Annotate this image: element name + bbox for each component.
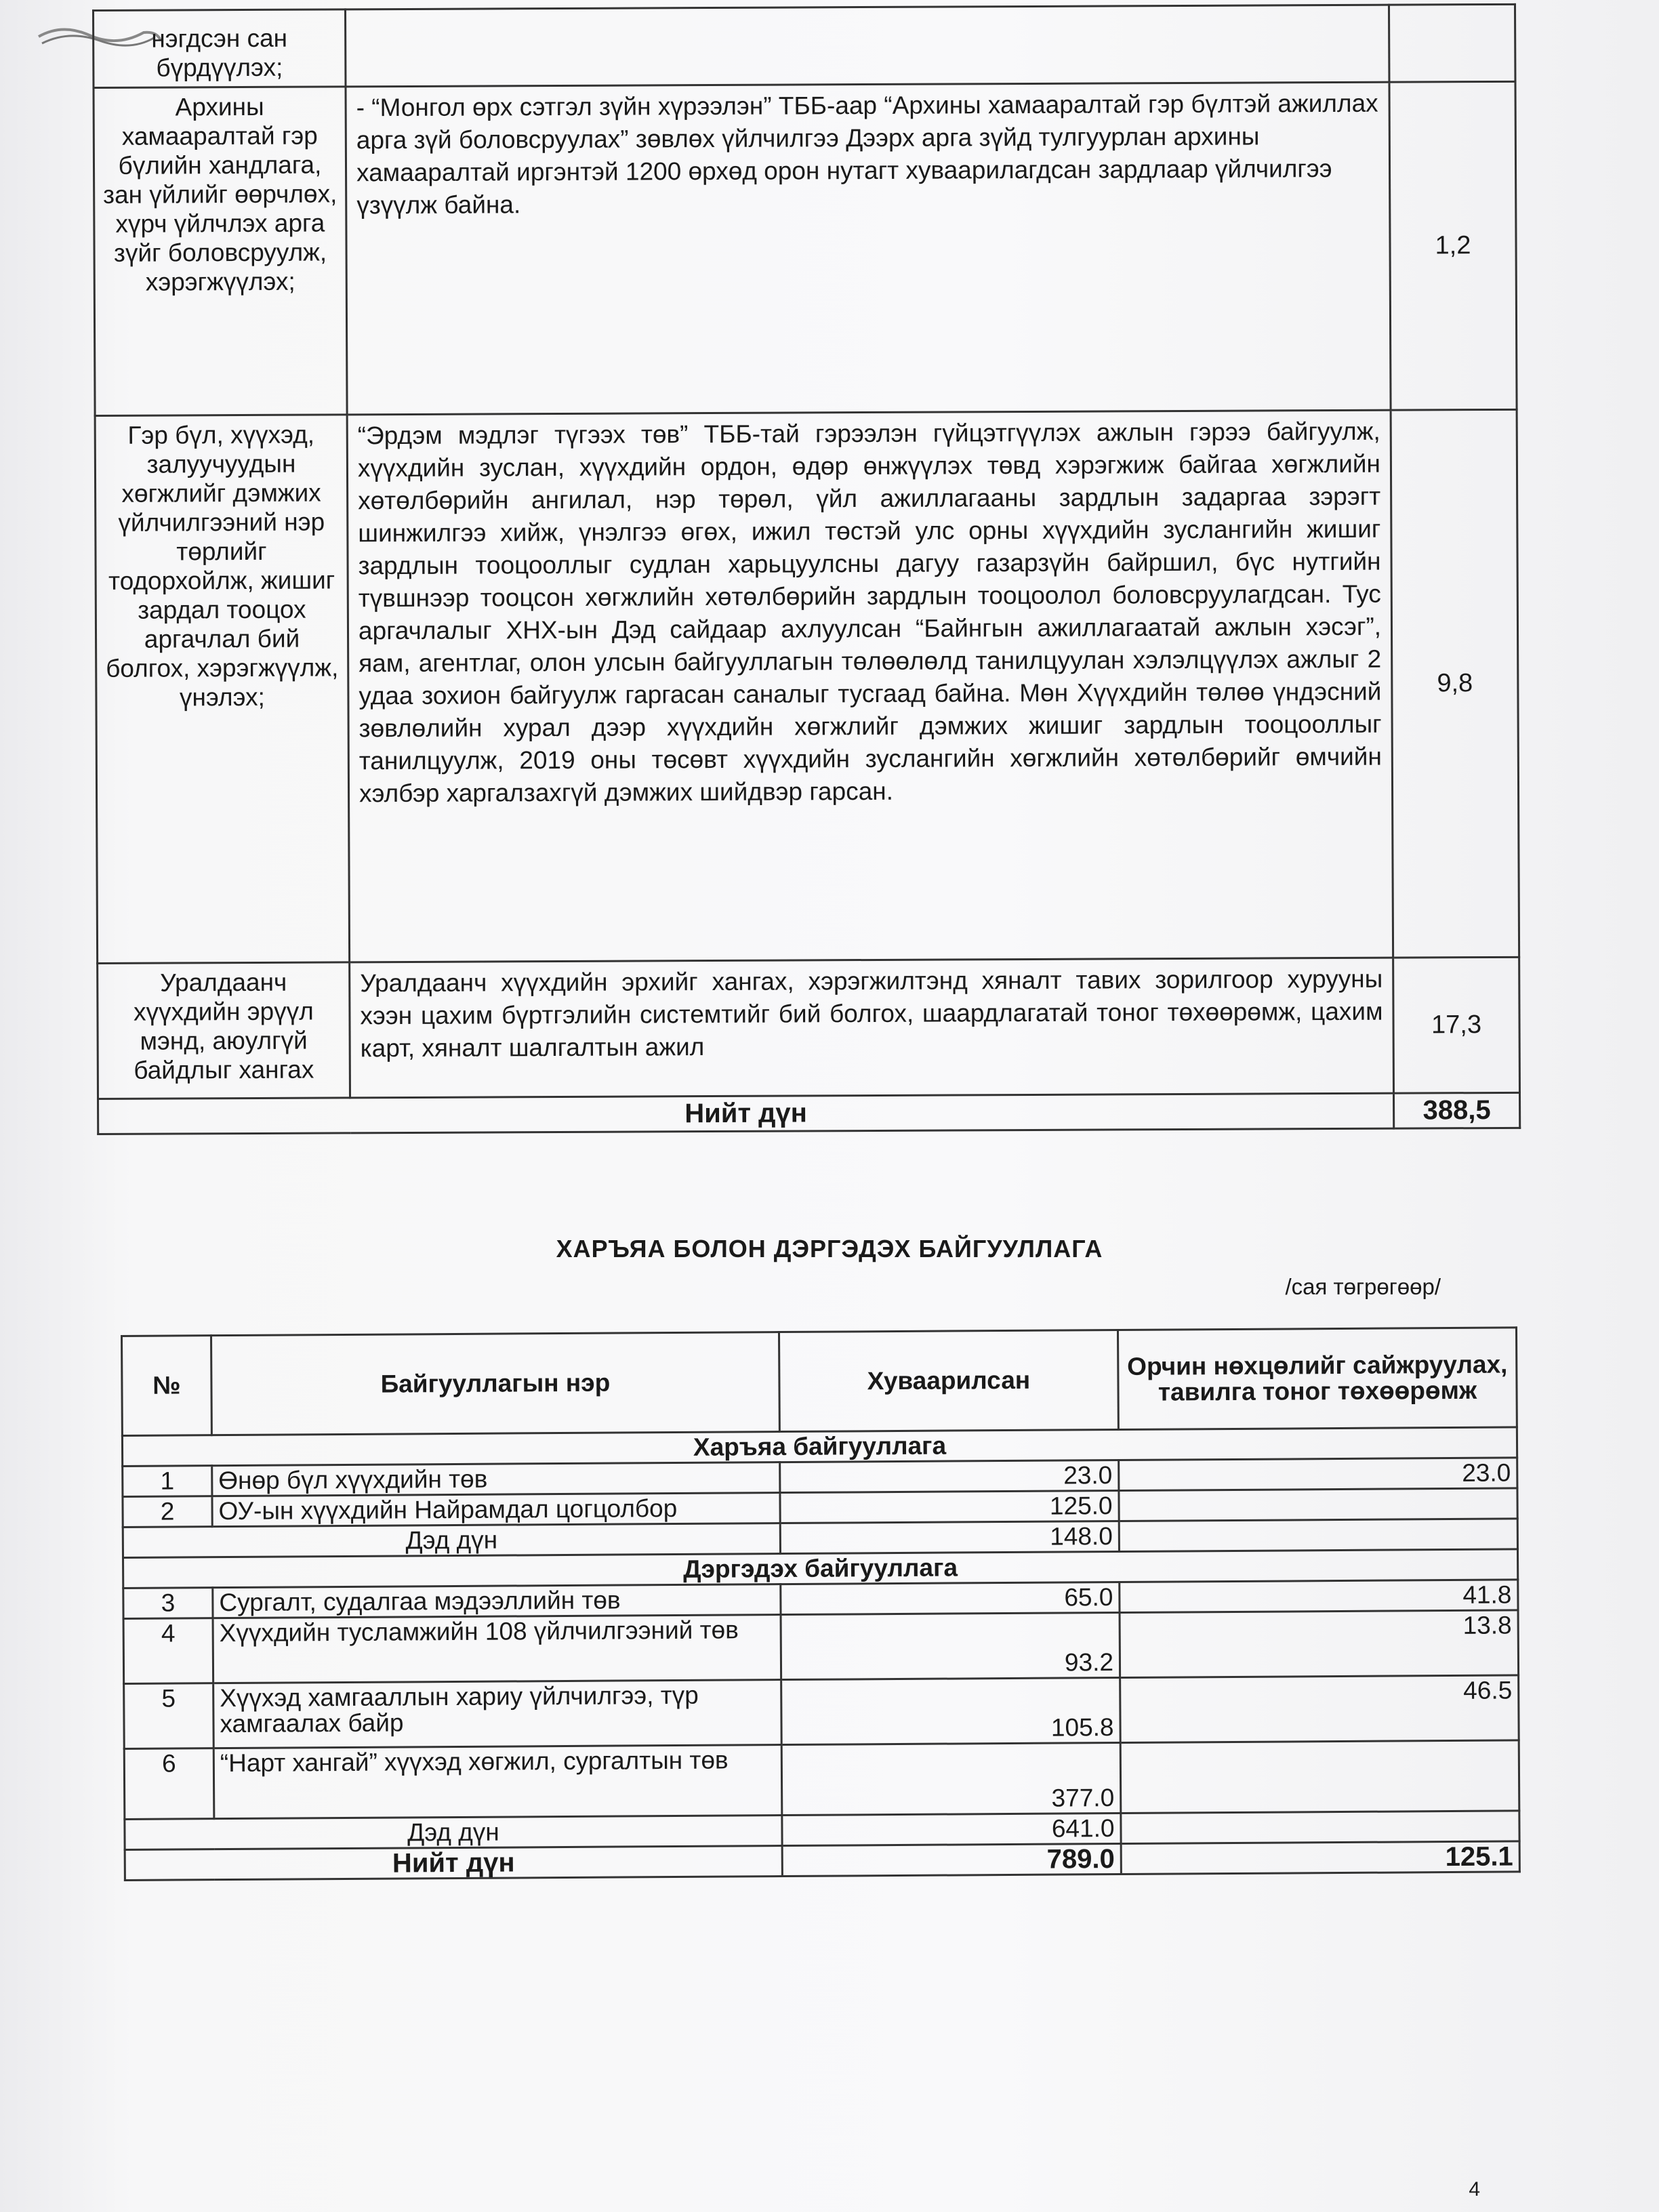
table-row [94,81,1517,415]
row-number: 2 [123,1496,212,1528]
org-name: “Нарт хангай” хүүхэд хөгжил, сургалтын төв [213,1745,782,1819]
activity-value: 1,2 [1389,81,1517,410]
allocated-value: 125.0 [780,1491,1119,1523]
total-row [98,1092,1520,1134]
allocated-value: 93.2 [781,1613,1120,1680]
activity-value: 17,3 [1393,957,1520,1093]
grand-total-equipment: 125.1 [1121,1841,1519,1875]
header-no: № [122,1336,212,1436]
total-label: Нийт дүн [98,1093,1394,1134]
activity-description [346,5,1389,87]
equipment-value: 13.8 [1120,1610,1519,1678]
activity-name: Гэр бүл, хүүхэд, залуучуудын хөгжлийг дэмжих үйлчилгээний нэр төрлийг тодорхойлж, жишиг зардал тооцох аргачлал бий болгох, хэрэгжүүлж, үнэлэх; [95,415,350,964]
row-number: 5 [124,1683,214,1749]
equipment-value: 23.0 [1119,1458,1517,1491]
allocated-value: 65.0 [781,1582,1120,1615]
subtotal-label: Дэд дүн [125,1816,782,1850]
org-name: Сургалт, судалгаа мэдээллийн төв [213,1584,781,1618]
header-name: Байгууллагын нэр [211,1332,780,1435]
activity-name: нэгдсэн сан бүрдүүлэх; [94,9,346,88]
group-title: Харъяа байгууллага [122,1427,1517,1467]
activity-description: - “Монгол өрх сэтгэл зүйн хүрээлэн” ТББ-аар “Архины хамааралтай гэр бүлтэй ажиллах арга зүй боловсруулах” зөвлөх үйлчилгээ Дээрх арга зүйд тулгуурлан архины хамааралтай иргэнтэй 1200 өрхөд орон нутагт хуваарилагдсан зардлаар үйлчилгээ үзүүлж байна. [346,82,1391,415]
table-row [98,957,1520,1099]
org-name: Хүүхэд хамгааллын хариу үйлчилгээ, түр хамгаалах байр [213,1680,782,1748]
header-allocated: Хуваарилсан [779,1330,1118,1432]
subtotal-value: 148.0 [780,1521,1119,1554]
activities-table [92,3,1521,1135]
org-name: Өнөр бүл хүүхдийн төв [212,1462,780,1496]
activity-value [1389,4,1515,82]
page-number: 4 [1469,2178,1480,2200]
table-row [95,409,1519,963]
equipment-value [1120,1740,1519,1814]
row-number: 6 [124,1748,214,1820]
allocated-value: 23.0 [780,1460,1119,1493]
grand-total-label: Нийт дүн [125,1846,782,1881]
table-header-row [122,1328,1517,1436]
table-row [124,1675,1519,1749]
equipment-value: 41.8 [1120,1580,1518,1613]
table-row [124,1740,1519,1820]
activity-description: Уралдаанч хүүхдийн эрхийг хангах, хэрэгжилтэнд хяналт тавих зорилгоор хурууны хээн цахим бүртгэлийн системтийг бий болгох, шаардлагатай тоног төхөөрөмж, цахим карт, хяналт шалгалтын ажил [350,958,1394,1098]
equipment-value: 46.5 [1120,1675,1519,1743]
grand-total-allocated: 789.0 [782,1843,1121,1876]
activity-description: “Эрдэм мэдлэг түгээх төв” ТББ-тай гэрээлэн гүйцэтгүүлэх ажлын гэрээ байгуулж, хүүхдийн зуслан, хүүхдийн ордон, өдөр өнжүүлэх төвд хэрэгжиж байгаа хөгжлийн хөтөлбөрийн ангилал, нэр төрөл, үйл ажиллагааны зардлын задаргаа зэрэгт шинжилгээ хийж, үнэлгээ өгөх, ижил төстэй улс орны хүүхдийн зуслангийн жишиг зардлын тооцооллыг судлан харьцуулсны дагуу газарзүйн байршил, бүс нутгийн түвшнээр тооцсон хөгжлийн хөтөлбөрийн зардлын тооцоолол боловсруулагдсан. Тус аргачлалыг ХНХ-ын Дэд сайдаар ахлуулсан “Байнгын ажиллагаатай ажлын хэсэг”, яам, агентлаг, олон улсын байгууллагын төлөөлөлд танилцуулан хэлэлцүүлэх ажлыг 2 удаа зохион байгуулж гаргасан саналыг тусгаад байна. Мөн Хүүхдийн төлөө үндэсний зөвлөлийн хурал дээр хүүхдийн хөгжлийг дэмжих жишиг зардлын тооцооллыг танилцуулж, 2019 оны төсөвт хүүхдийн зуслангийн хөгжлийн хөтөлбөрийг өмчийн хэлбэр харгалзахгүй дэмжих шийдвэр гарсан. [347,410,1393,962]
activity-value: 9,8 [1391,409,1519,958]
header-equipment: Орчин нөхцөлийг сайжруулах, тавилга тоног төхөөрөмж [1118,1328,1517,1430]
row-number: 3 [123,1588,213,1619]
org-name: Хүүхдийн тусламжийн 108 үйлчилгээний төв [213,1615,781,1683]
table-row [94,4,1515,87]
org-name: ОУ-ын хүүхдийн Найрамдал цогцолбор [212,1493,780,1527]
unit-label: /сая төгрөгөөр/ [1285,1274,1441,1299]
total-value: 388,5 [1393,1092,1519,1128]
subtotal-label: Дэд дүн [123,1523,780,1558]
activity-name: Архины хамааралтай гэр бүлийн хандлага, зан үйлийг өөрчлөх, хүрч үйлчлэх арга зүйг боловсруулж, хэрэгжүүлэх; [94,87,347,416]
organizations-table [121,1326,1521,1881]
activity-name: Уралдаанч хүүхдийн эрүүл мэнд, аюулгүй байдлыг хангах [98,962,350,1099]
subtotal-value: 641.0 [782,1813,1121,1845]
row-number: 1 [123,1466,212,1497]
table-row [123,1610,1519,1684]
group-title: Дэргэдэх байгууллага [123,1549,1518,1589]
equipment-value [1119,1488,1517,1521]
row-number: 4 [123,1618,213,1684]
allocated-value: 105.8 [781,1678,1121,1745]
allocated-value: 377.0 [781,1742,1121,1815]
section-title: ХАРЪЯА БОЛОН ДЭРГЭДЭХ БАЙГУУЛЛАГА [556,1235,1103,1263]
